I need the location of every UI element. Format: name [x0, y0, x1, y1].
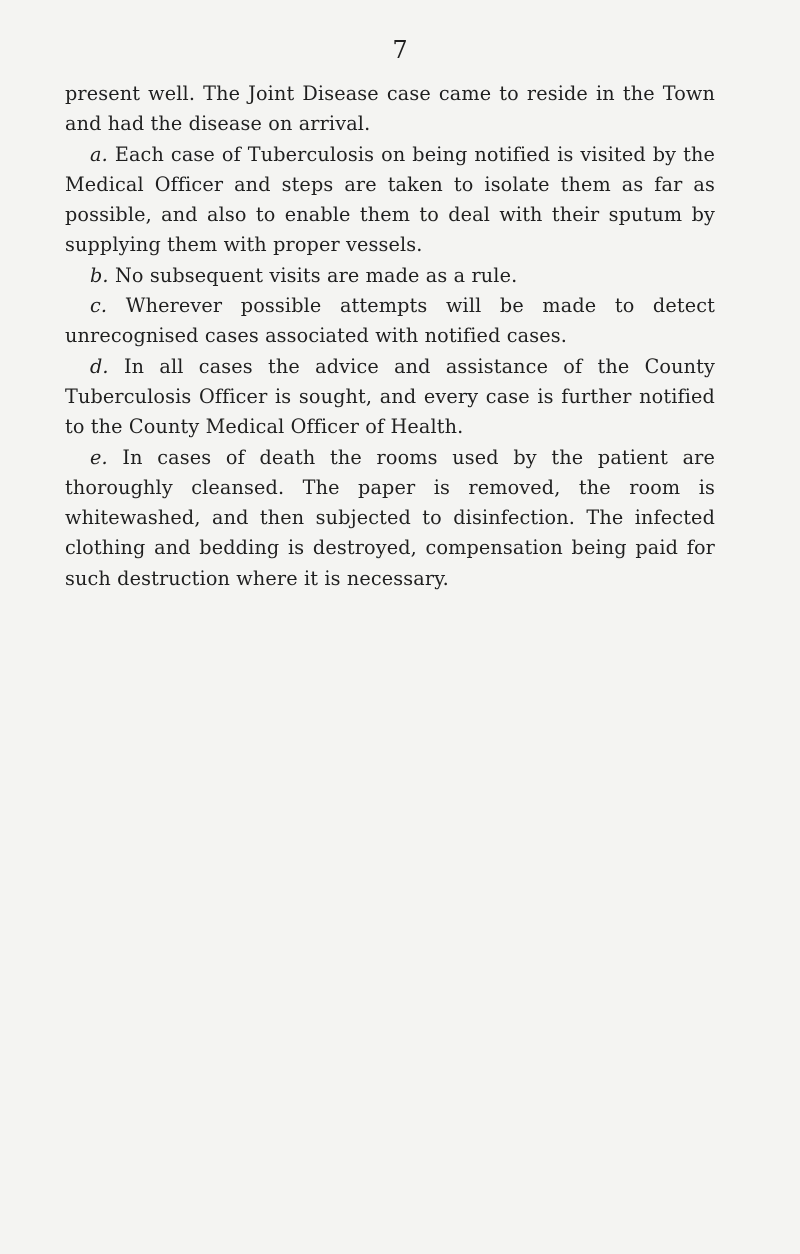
- paragraph-text: Wherever possible attempts will be made to detect unrecognised cases associated with notified cases.: [65, 294, 715, 348]
- paragraph-marker: a.: [90, 142, 108, 166]
- paragraph-a: [65, 140, 715, 261]
- paragraph-marker: c.: [90, 294, 108, 318]
- paragraph-d: [65, 352, 715, 443]
- paragraph-e: [65, 443, 715, 594]
- paragraph-text: Each case of Tuberculosis on being notified is visited by the Medical Officer and steps are taken to isolate them as far as possible, and also to enable them to deal with their sputum by supplying them with proper vessels.: [65, 142, 715, 257]
- paragraph-text: present well. The Joint Disease case came to reside in the Town and had the disease on arrival.: [65, 82, 715, 136]
- body-text: [65, 79, 715, 594]
- paragraph-continuation: [65, 79, 715, 140]
- page-number: 7: [392, 36, 408, 64]
- paragraph-marker: b.: [90, 263, 109, 287]
- paragraph-c: [65, 291, 715, 352]
- paragraph-b: [65, 261, 715, 291]
- paragraph-marker: e.: [90, 445, 108, 469]
- paragraph-text: In cases of death the rooms used by the patient are thoroughly cleansed. The paper is removed, the room is whitewashed, and then subjected to disinfection. The infected clothing and bedding is destroyed, compensation being paid for such destruction where it is necessary.: [65, 445, 715, 590]
- paragraph-marker: d.: [90, 354, 109, 378]
- paragraph-text: In all cases the advice and assistance of the County Tuberculosis Officer is sought, and every case is further notified to the County Medical Officer of Health.: [65, 354, 716, 439]
- paragraph-text: No subsequent visits are made as a rule.: [114, 263, 518, 287]
